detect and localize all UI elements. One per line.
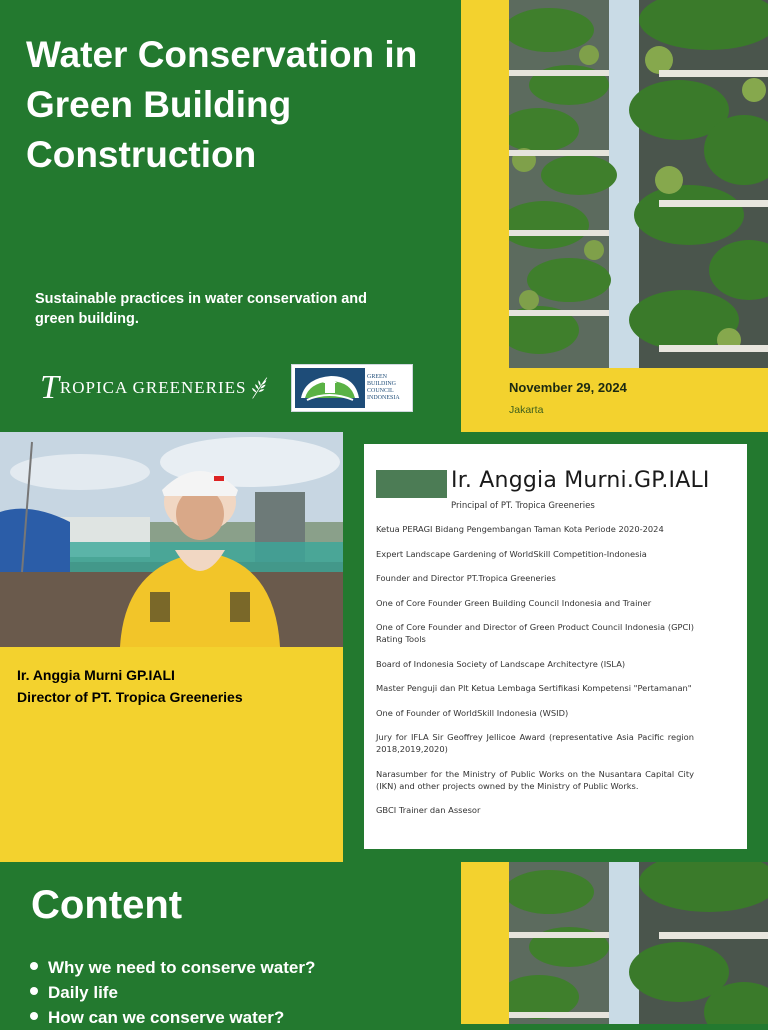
presentation-date: November 29, 2024: [509, 380, 627, 395]
credential-item: One of Core Founder and Director of Green Product Council Indonesia (GPCI) Rating Tools: [376, 622, 694, 644]
building-illustration: [509, 0, 768, 368]
tropica-greeneries-logo: [40, 368, 270, 408]
speaker-illustration: [0, 432, 343, 647]
bullet-icon: [30, 987, 38, 995]
content-item-text: How can we conserve water?: [48, 1008, 285, 1027]
content-item: [30, 1005, 315, 1030]
gbci-leaf-icon: [295, 368, 365, 408]
logo-initial: T: [40, 369, 60, 406]
bio-role: Principal of PT. Tropica Greeneries: [451, 501, 595, 511]
content-item: [30, 955, 315, 980]
credential-item: Ketua PERAGI Bidang Pengembangan Taman Kota Periode 2020-2024: [376, 524, 664, 534]
gbci-line: BUILDING: [367, 381, 396, 387]
credential-item: Board of Indonesia Society of Landscape Architectyre (ISLA): [376, 658, 626, 669]
building-illustration: [509, 862, 768, 1024]
gbci-text: [367, 374, 400, 402]
presentation-subtitle: Sustainable practices in water conservation and green building.: [35, 291, 367, 327]
content-item-text: Why we need to conserve water?: [48, 958, 316, 977]
content-item: [30, 980, 315, 1005]
credential-item: One of Core Founder Green Building Council Indonesia and Trainer: [376, 597, 652, 608]
credential-item: Master Penguji dan Plt Ketua Lembaga Sertifikasi Kompetensi "Pertamanan": [376, 683, 692, 693]
credential-item: Expert Landscape Gardening of WorldSkill Competition-Indonesia: [376, 548, 647, 559]
credential-item: GBCI Trainer dan Assesor: [376, 805, 481, 815]
credential-list: [376, 523, 694, 829]
content-list: [30, 955, 315, 1030]
leaf-branch-icon: [250, 370, 270, 406]
speaker-photo: [0, 432, 343, 647]
vertical-forest-building-photo: [509, 862, 768, 1024]
bio-accent-bar: [376, 470, 447, 498]
logo-wordmark: ROPICA GREENERIES: [59, 378, 247, 397]
speaker-caption: [17, 664, 243, 708]
presentation-title: Water Conservation in Green Building Construction: [26, 34, 418, 175]
content-heading: Content: [31, 883, 183, 927]
credential-item: Jury for IFLA Sir Geoffrey Jellicoe Award (representative Asia Pacific region 2018,2019,2020): [376, 732, 694, 754]
presentation-location: Jakarta: [509, 404, 544, 416]
content-item-text: Daily life: [48, 983, 118, 1002]
vertical-forest-building-photo: [509, 0, 768, 368]
gbci-logo: [291, 364, 413, 412]
speaker-name: Ir. Anggia Murni GP.IALI: [17, 667, 175, 683]
gbci-line: INDONESIA: [367, 395, 400, 401]
speaker-role: Director of PT. Tropica Greeneries: [17, 689, 243, 705]
gbci-line: GREEN: [367, 374, 387, 380]
bio-name: Ir. Anggia Murni.GP.IALI: [451, 468, 710, 493]
bullet-icon: [30, 962, 38, 970]
gbci-line: COUNCIL: [367, 388, 394, 394]
credential-item: Narasumber for the Ministry of Public Works on the Nusantara Capital City (IKN) and other projects owned by the Ministry of Public Works.: [376, 768, 694, 791]
credential-item: One of Founder of WorldSkill Indonesia (WSID): [376, 707, 569, 718]
credential-item: Founder and Director PT.Tropica Greeneries: [376, 573, 556, 583]
bullet-icon: [30, 1012, 38, 1020]
